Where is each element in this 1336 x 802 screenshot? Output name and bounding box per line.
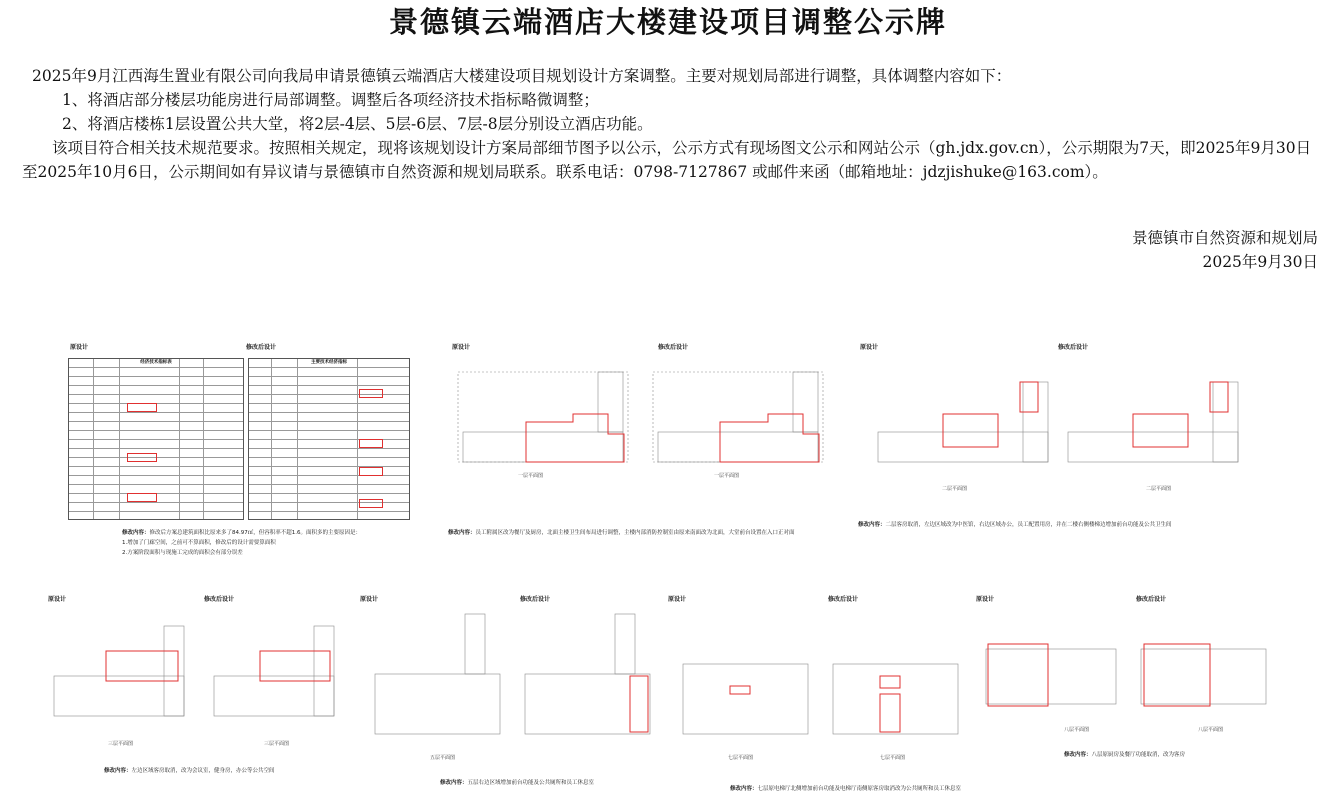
panel-floor1: 原设计 修改后设计 一层平面图 一层平面图 修改内容：员工附属区改为餐厅及厨房，北面主楼卫生间布局进行调整，主楼内部消防控制室由原来南面改为北面，大堂前台设置在入口正对面: [448, 338, 838, 548]
label-original: 原设计: [70, 344, 89, 351]
change-note-item: 2.方案阶段面积与现施工完成的面积会有部分误差: [122, 550, 243, 556]
paragraph-item-1: 1、将酒店部分楼层功能房进行局部调整。调整后各项经济技术指标略微调整；: [62, 91, 599, 109]
notice-body: [22, 64, 1314, 184]
table-original: [68, 358, 244, 520]
paragraph-intro: 2025年9月江西海生置业有限公司向我局申请景德镇云端酒店大楼建设项目规划设计方案调整。主要对规划局部进行调整，具体调整内容如下：: [32, 67, 1012, 85]
paragraph-item-2: 2、将酒店楼栋1层设置公共大堂，将2层-4层、5层-6层、7层-8层分别设立酒店功能。: [62, 115, 653, 133]
floor-plan-drawing: [668, 604, 968, 754]
plan-caption: 一层平面图: [714, 473, 740, 479]
table-revised-title: 主要技术经济指标: [311, 360, 347, 365]
label-revised: 修改后设计: [246, 344, 277, 351]
panel-floor3: 原设计 修改后设计 三层平面图 三层平面图 修改内容：左边区域客房取消，改为会议室，健身房，办公等公共空间: [44, 590, 344, 780]
change-note-prefix: 修改内容：: [122, 530, 150, 536]
change-note: 修改内容：五层右边区域增加前台功能及公共厕所和员工休息室: [440, 780, 595, 786]
signature-org: 景德镇市自然资源和规划局: [1131, 229, 1318, 247]
page-title: 景德镇云端酒店大楼建设项目调整公示牌: [388, 5, 947, 39]
floor-plan-drawing: [448, 352, 838, 512]
change-note: 修改内容：八层原厨房及餐厅功能取消，改为客房: [1064, 752, 1186, 758]
change-note: 修改内容：修改后方案总建筑面积比原来多了84.97㎡，但容积率不超1.6。面积多的主要原因是： 1.增加了门廊空间，之前可不算面积，修改后的设计需要算面积 2.方案阶段面积与现施工完成的面积会有部分误差: [122, 530, 362, 556]
panel-floor7: 原设计 修改后设计 七层平面图 七层平面图 修改内容：七层原电梯厅北侧增加前台功能及电梯厅南侧原客房取消改为公共厕所和员工休息室: [668, 590, 968, 795]
table-original-title: 经济技术指标表: [140, 360, 172, 365]
signature-date: 2025年9月30日: [1202, 253, 1318, 271]
panel-floor2: 原设计 修改后设计 二层平面图 二层平面图 修改内容：二层客房取消，左边区域改为中医馆，右边区域办公，员工配置用房，并在二楼右侧楼梯边增加前台功能及公共卫生间: [858, 338, 1258, 538]
floor-plan-drawing: [360, 604, 660, 754]
plan-caption: 一层平面图: [518, 473, 544, 479]
floor-plan-drawing: [858, 352, 1258, 492]
floor-plan-drawing: [976, 604, 1276, 734]
panel-indicators: [62, 338, 417, 558]
floor-plan-drawing: [44, 606, 344, 736]
change-note-item: 1.增加了门廊空间，之前可不算面积，修改后的设计需要算面积: [122, 540, 276, 546]
change-note: 修改内容：员工附属区改为餐厅及厨房，北面主楼卫生间布局进行调整，主楼内部消防控制室由原来南面改为北面，大堂前台设置在入口正对面: [448, 530, 795, 536]
change-note: 修改内容：左边区域客房取消，改为会议室，健身房，办公等公共空间: [104, 768, 275, 774]
paragraph-publicity: 该项目符合相关技术规范要求。按照相关规定，现将该规划设计方案局部细节图予以公示，公示方式有现场图文公示和网站公示（gh.jdx.gov.cn），公示期限为7天，即2025年9月30日至2025年10月6日，公示期间如有异议请与景德镇市自然资源和规划局联系。联系电话：0798-7127867 或邮件来函（邮箱地址：jdzjishuke@163.com）。: [22, 139, 1312, 181]
panel-floor5: 原设计 修改后设计 五层平面图 修改内容：五层右边区域增加前台功能及公共厕所和员工休息室: [360, 590, 660, 790]
change-note: 修改内容：七层原电梯厅北侧增加前台功能及电梯厅南侧原客房取消改为公共厕所和员工休息室: [730, 786, 962, 792]
change-note: 修改内容：二层客房取消，左边区域改为中医馆，右边区域办公，员工配置用房，并在二楼右侧楼梯边增加前台功能及公共卫生间: [858, 522, 1172, 528]
table-revised: [248, 358, 410, 520]
panel-floor8: 原设计 修改后设计 八层平面图 八层平面图 修改内容：八层原厨房及餐厅功能取消，改为客房: [976, 590, 1276, 780]
signature-block: [1132, 226, 1318, 274]
